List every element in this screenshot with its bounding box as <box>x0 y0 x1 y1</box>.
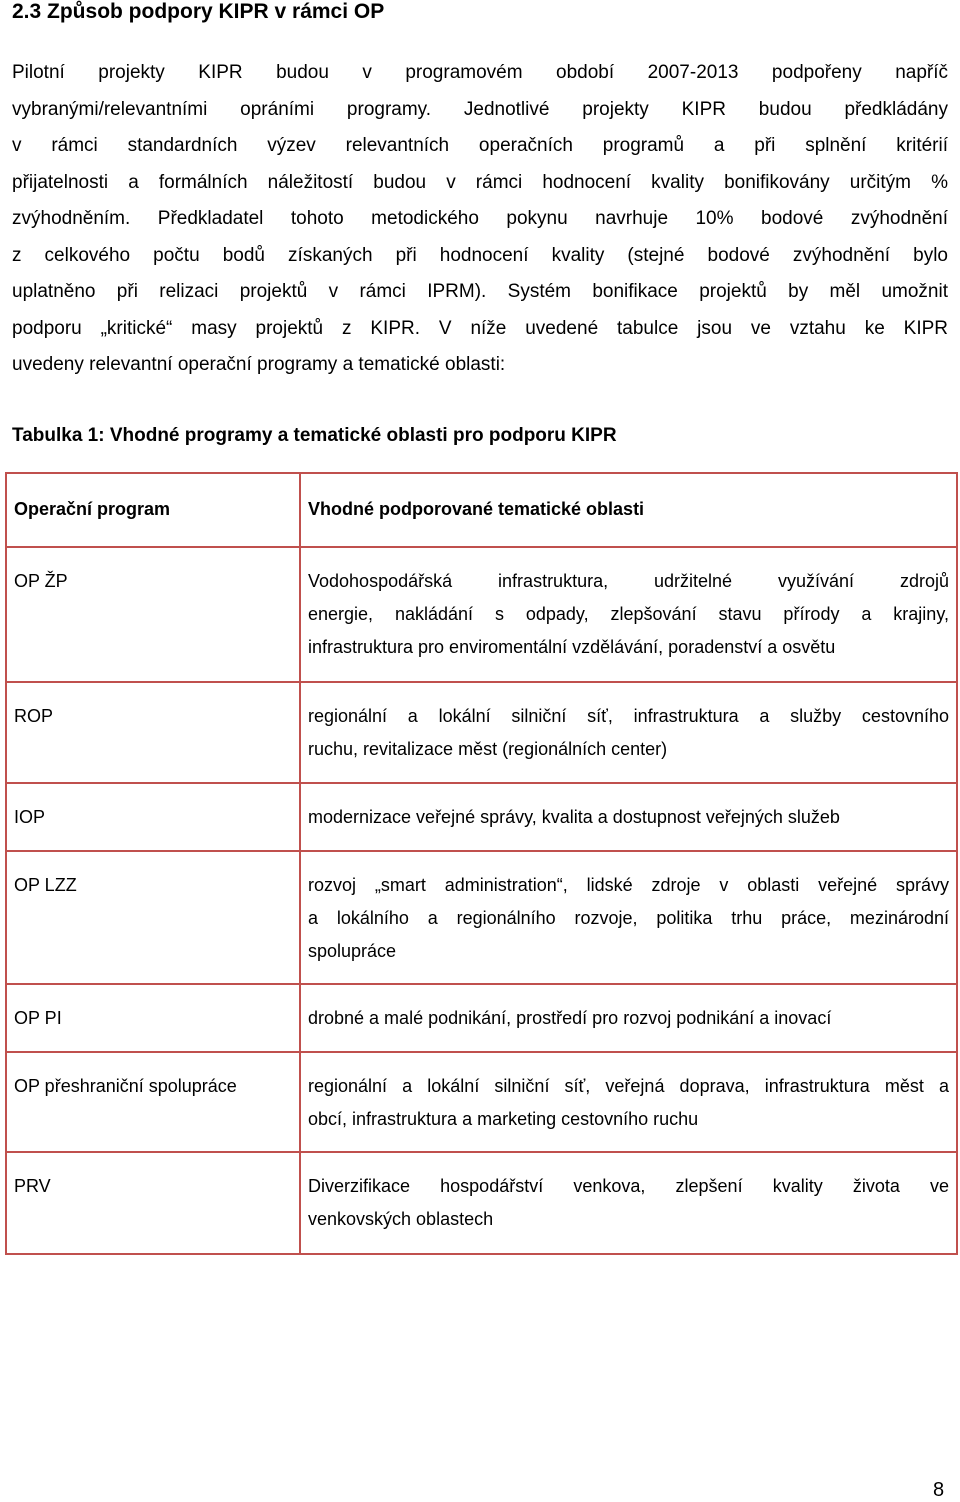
paragraph-line: podporu „kritické“ masy projektů z KIPR. V níže uvedené tabulce jsou ve vztahu ke KIPR <box>12 317 948 339</box>
program-cell: OP PI <box>6 984 300 1052</box>
table-row <box>6 984 957 1052</box>
areas-cell: Vodohospodářská infrastruktura, udržitelné využívání zdrojů energie, nakládání s odpady, zlepšování stavu přírody a krajiny, infrastruktura pro enviromentální vzdělávání, poradenství a osvětu <box>300 547 957 682</box>
table-caption: Tabulka 1: Vhodné programy a tematické oblasti pro podporu KIPR <box>12 425 617 446</box>
areas-cell: modernizace veřejné správy, kvalita a dostupnost veřejných služeb <box>300 783 957 851</box>
program-cell: ROP <box>6 682 300 783</box>
table-row <box>6 783 957 851</box>
table-row <box>6 1052 957 1152</box>
table-header-row <box>6 473 957 547</box>
page-number: 8 <box>933 1479 945 1501</box>
areas-cell: regionální a lokální silniční síť, veřejná doprava, infrastruktura měst a obcí, infrastruktura a marketing cestovního ruchu <box>300 1052 957 1152</box>
paragraph-line: z celkového počtu bodů získaných při hodnocení kvality (stejné bodové zvýhodnění bylo <box>12 244 948 266</box>
paragraph-line: uplatněno při relizaci projektů v rámci IPRM). Systém bonifikace projektů by měl umožnit <box>12 281 948 302</box>
body-paragraph <box>12 55 948 384</box>
table-row <box>6 851 957 984</box>
table-row <box>6 547 957 682</box>
program-cell: OP přeshraniční spolupráce <box>6 1052 300 1152</box>
areas-cell: regionální a lokální silniční síť, infrastruktura a služby cestovního ruchu, revitalizace měst (regionálních center) <box>300 682 957 783</box>
areas-cell: Diverzifikace hospodářství venkova, zlepšení kvality života ve venkovských oblastech <box>300 1152 957 1254</box>
areas-cell: drobné a malé podnikání, prostředí pro rozvoj podnikání a inovací <box>300 984 957 1052</box>
program-cell: IOP <box>6 783 300 851</box>
section-heading: 2.3 Způsob podpory KIPR v rámci OP <box>12 0 385 23</box>
program-cell: OP ŽP <box>6 547 300 682</box>
areas-cell: rozvoj „smart administration“, lidské zdroje v oblasti veřejné správy a lokálního a regionálního rozvoje, politika trhu práce, mezinárodní spolupráce <box>300 851 957 984</box>
paragraph-line: vybranými/relevantními opráními programy. Jednotlivé projekty KIPR budou předkládány <box>12 98 948 120</box>
paragraph-line: v rámci standardních výzev relevantních operačních programů a při splnění kritérií <box>12 135 948 156</box>
table-row <box>6 1152 957 1254</box>
paragraph-line: přijatelnosti a formálních náležitostí budou v rámci hodnocení kvality bonifikovány určitým % <box>12 171 948 193</box>
paragraph-line: Pilotní projekty KIPR budou v programovém období 2007-2013 podpořeny napříč <box>12 62 948 83</box>
paragraph-line: uvedeny relevantní operační programy a tematické oblasti: <box>12 354 506 375</box>
header-program: Operační program <box>6 473 300 547</box>
program-cell: OP LZZ <box>6 851 300 984</box>
table-row <box>6 682 957 783</box>
programs-table <box>5 472 958 1255</box>
header-areas: Vhodné podporované tematické oblasti <box>300 473 957 547</box>
paragraph-line: zvýhodněním. Předkladatel tohoto metodického pokynu navrhuje 10% bodové zvýhodnění <box>12 208 948 229</box>
program-cell: PRV <box>6 1152 300 1254</box>
